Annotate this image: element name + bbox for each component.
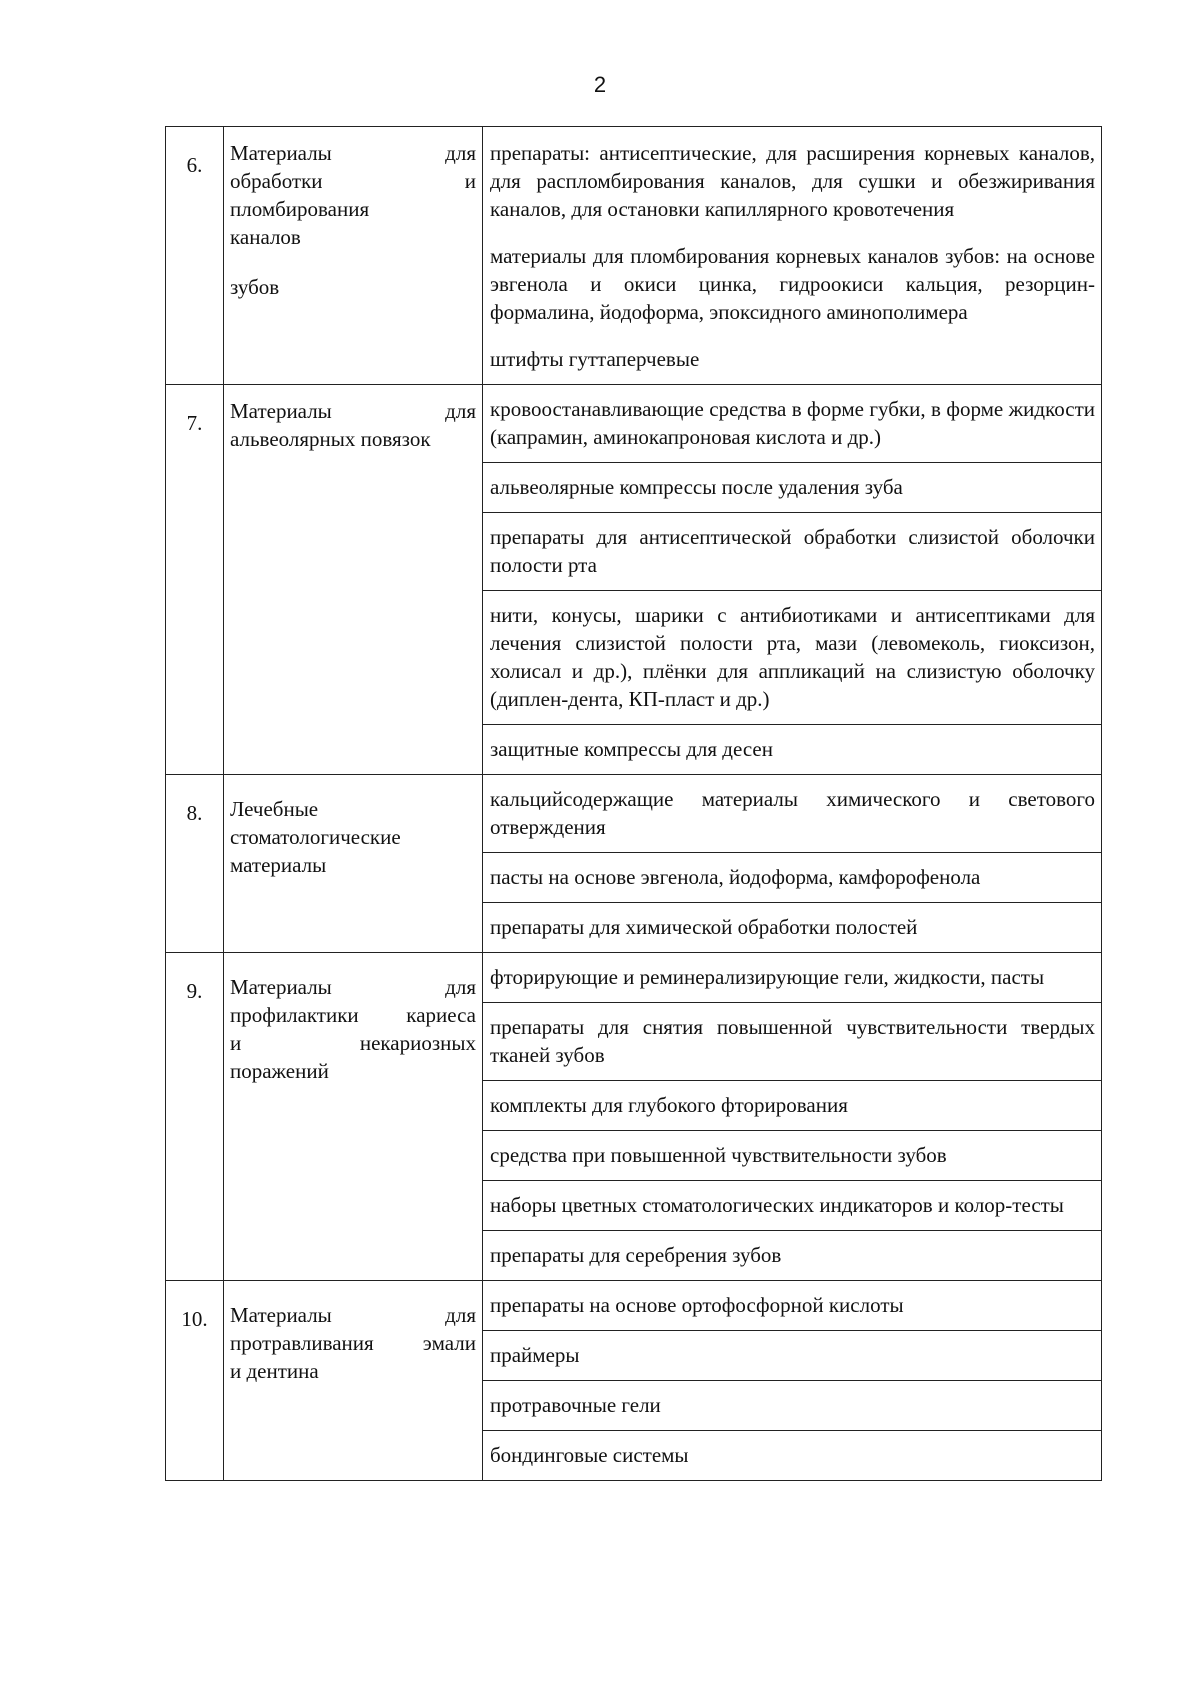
category-name-line: Материалы для	[230, 399, 476, 423]
list-item: комплекты для глубокого фторирования	[483, 1081, 1102, 1131]
list-item: альвеолярные компрессы после удаления зуба	[483, 463, 1102, 513]
list-item: кровоостанавливающие средства в форме губки, в форме жидкости (капрамин, аминокапроновая кислота и др.)	[483, 385, 1102, 463]
category-name	[224, 953, 483, 1281]
table-row	[166, 385, 1102, 463]
page-number: 2	[593, 72, 607, 97]
category-name-line: обработки и	[230, 169, 476, 193]
item-cell	[483, 127, 1102, 385]
category-name-line: пломбирования	[230, 197, 370, 221]
row-number: 8.	[166, 775, 224, 953]
category-name-line: Лечебные	[230, 797, 319, 821]
category-name-line: профилактики кариеса	[230, 1003, 476, 1027]
list-item: нити, конусы, шарики с антибиотиками и антисептиками для лечения слизистой полости рта, мази (левомеколь, гиоксизон, холисал и др.), плёнки для аппликаций на слизистую оболочку (диплен-дента, КП-пласт и др.)	[483, 591, 1102, 725]
list-item: препараты на основе ортофосфорной кислоты	[483, 1281, 1102, 1331]
category-name-line: стоматологические	[230, 825, 401, 849]
category-name-line: альвеолярных повязок	[230, 427, 431, 451]
category-name	[224, 385, 483, 775]
list-item: штифты гуттаперчевые	[490, 347, 700, 371]
list-item: защитные компрессы для десен	[483, 725, 1102, 775]
list-item: праймеры	[483, 1331, 1102, 1381]
table-row	[166, 1281, 1102, 1331]
list-item: фторирующие и реминерализирующие гели, жидкости, пасты	[483, 953, 1102, 1003]
table-row	[166, 127, 1102, 385]
table-row	[166, 775, 1102, 853]
list-item: средства при повышенной чувствительности зубов	[483, 1131, 1102, 1181]
category-name-line: Материалы для	[230, 141, 476, 165]
list-item: наборы цветных стоматологических индикаторов и колор-тесты	[483, 1181, 1102, 1231]
row-number: 10.	[166, 1281, 224, 1481]
category-name-line: Материалы для	[230, 1303, 476, 1327]
category-name	[224, 127, 483, 385]
list-item: препараты для химической обработки полостей	[483, 903, 1102, 953]
list-item: пасты на основе эвгенола, йодоформа, камфорофенола	[483, 853, 1102, 903]
row-number: 6.	[166, 127, 224, 385]
list-item: препараты для снятия повышенной чувствительности твердых тканей зубов	[483, 1003, 1102, 1081]
category-name-line: и некариозных	[230, 1031, 476, 1055]
row-number: 7.	[166, 385, 224, 775]
list-item: препараты для антисептической обработки слизистой оболочки полости рта	[483, 513, 1102, 591]
category-name-line: поражений	[230, 1059, 329, 1083]
row-number: 9.	[166, 953, 224, 1281]
list-item: кальцийсодержащие материалы химического и светового отверждения	[483, 775, 1102, 853]
list-item: протравочные гели	[483, 1381, 1102, 1431]
table-row	[166, 953, 1102, 1003]
category-name	[224, 775, 483, 953]
list-item: препараты: антисептические, для расширения корневых каналов, для распломбирования каналов, для сушки и обезжиривания каналов, для остановки капиллярного кровотечения	[490, 141, 1095, 221]
category-name	[224, 1281, 483, 1481]
category-name-line: и дентина	[230, 1359, 319, 1383]
category-name-line: протравливания эмали	[230, 1331, 476, 1355]
category-name-line: каналов	[230, 225, 301, 249]
materials-table	[165, 126, 1102, 1481]
list-item: препараты для серебрения зубов	[483, 1231, 1102, 1281]
list-item: бондинговые системы	[483, 1431, 1102, 1481]
list-item: материалы для пломбирования корневых каналов зубов: на основе эвгенола и окиси цинка, гидроокиси кальция, резорцин-формалина, йодоформа, эпоксидного аминополимера	[490, 244, 1095, 324]
category-name-line: материалы	[230, 853, 327, 877]
category-name-line: зубов	[230, 275, 280, 299]
category-name-line: Материалы для	[230, 975, 476, 999]
